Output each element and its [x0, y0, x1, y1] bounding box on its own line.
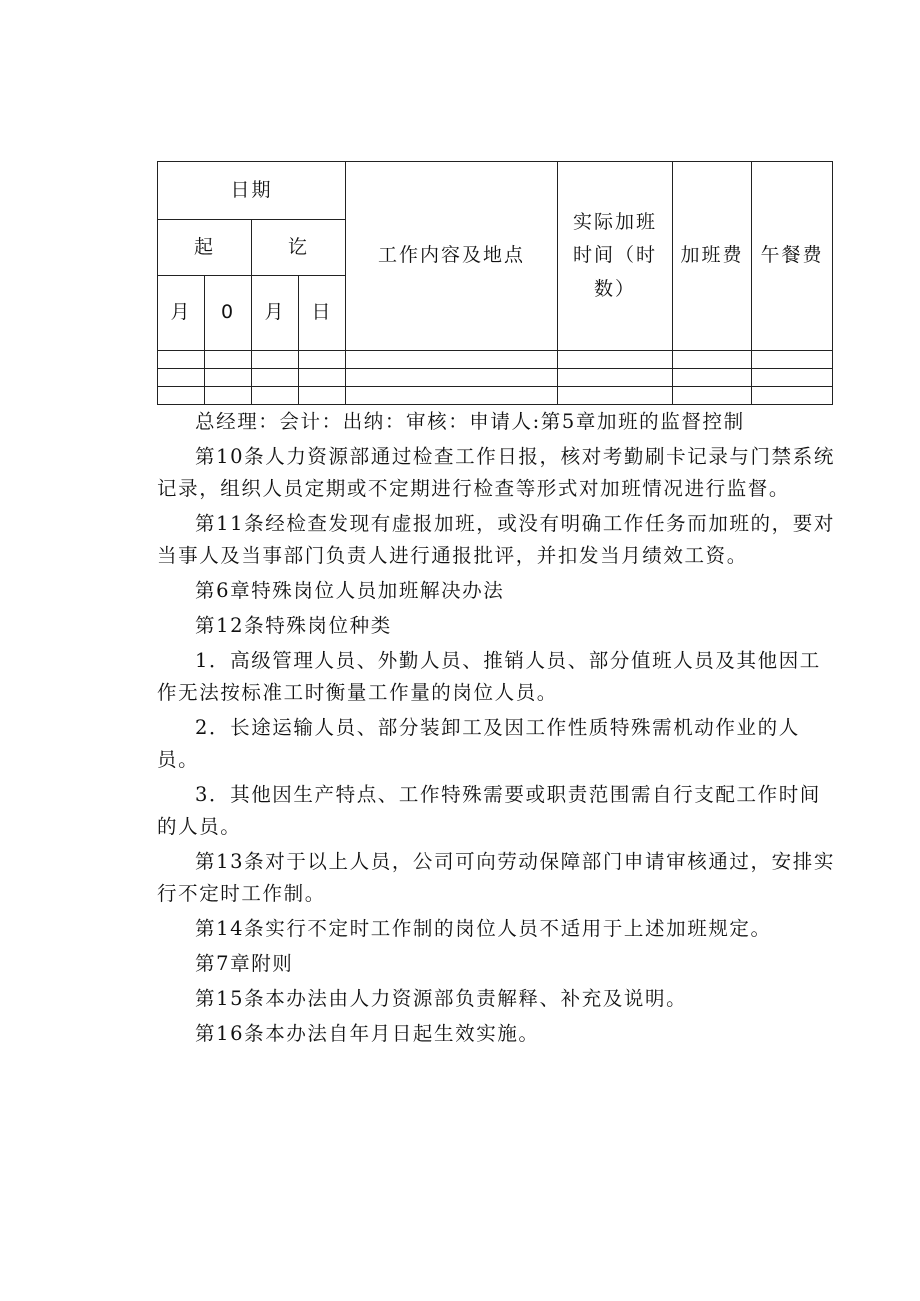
table-cell — [346, 351, 558, 369]
list-item-2: 2．长途运输人员、部分装卸工及因工作性质特殊需机动作业的人员。 — [157, 716, 800, 771]
list-item-3: 3．其他因生产特点、工作特殊需要或职责范围需自行支配工作时间的人员。 — [157, 783, 821, 838]
table-cell — [673, 387, 752, 405]
actual-hours-header: 实际加班时间（时数） — [558, 162, 673, 351]
article-15: 第15条本办法由人力资源部负责解释、补充及说明。 — [195, 987, 688, 1010]
list-item-1: 1．高级管理人员、外勤人员、推销人员、部分值班人员及其他因工作无法按标准工时衡量工作量的岗位人员。 — [157, 649, 821, 704]
signature-line: 总经理：会计：出纳：审核：申请人:第5章加班的监督控制 — [195, 410, 745, 433]
chapter-6-heading: 第6章特殊岗位人员加班解决办法 — [195, 579, 505, 602]
table-cell — [158, 387, 205, 405]
table-cell — [346, 369, 558, 387]
table-cell — [252, 387, 299, 405]
table-cell — [299, 369, 346, 387]
work-content-header: 工作内容及地点 — [346, 162, 558, 351]
table-cell — [558, 369, 673, 387]
table-cell — [558, 387, 673, 405]
start-day-header: 0 — [205, 276, 252, 351]
overtime-record-table — [157, 161, 833, 405]
table-cell — [299, 387, 346, 405]
start-month-header: 月 — [158, 276, 205, 351]
table-cell — [252, 369, 299, 387]
table-cell — [205, 369, 252, 387]
table-cell — [673, 369, 752, 387]
table-cell — [558, 351, 673, 369]
table-cell — [205, 351, 252, 369]
lunch-fee-header: 午餐费 — [752, 162, 833, 351]
chapter-7-heading: 第7章附则 — [195, 952, 294, 975]
article-16: 第16条本办法自年月日起生效实施。 — [195, 1022, 540, 1045]
end-month-header: 月 — [252, 276, 299, 351]
end-header: 讫 — [252, 220, 346, 276]
table-cell — [752, 369, 833, 387]
end-day-header: 日 — [299, 276, 346, 351]
table-cell — [346, 387, 558, 405]
table-cell — [158, 351, 205, 369]
document-body — [157, 406, 837, 1050]
table-row — [158, 369, 833, 387]
table-cell — [752, 351, 833, 369]
article-10: 第10条人力资源部通过检查工作日报，核对考勤刷卡记录与门禁系统记录，组织人员定期或不定期进行检查等形式对加班情况进行监督。 — [157, 445, 835, 500]
article-14: 第14条实行不定时工作制的岗位人员不适用于上述加班规定。 — [195, 917, 772, 940]
table-cell — [205, 387, 252, 405]
table-row — [158, 387, 833, 405]
start-header: 起 — [158, 220, 252, 276]
article-12: 第12条特殊岗位种类 — [195, 614, 392, 637]
overtime-pay-header: 加班费 — [673, 162, 752, 351]
table-cell — [752, 387, 833, 405]
table-cell — [673, 351, 752, 369]
table-cell — [252, 351, 299, 369]
article-13: 第13条对于以上人员，公司可向劳动保障部门申请审核通过，安排实行不定时工作制。 — [157, 850, 835, 905]
table-row — [158, 351, 833, 369]
table-cell — [299, 351, 346, 369]
date-header: 日期 — [158, 162, 346, 220]
article-11: 第11条经检查发现有虚报加班，或没有明确工作任务而加班的，要对当事人及当事部门负责人进行通报批评，并扣发当月绩效工资。 — [157, 512, 835, 567]
table-cell — [158, 369, 205, 387]
